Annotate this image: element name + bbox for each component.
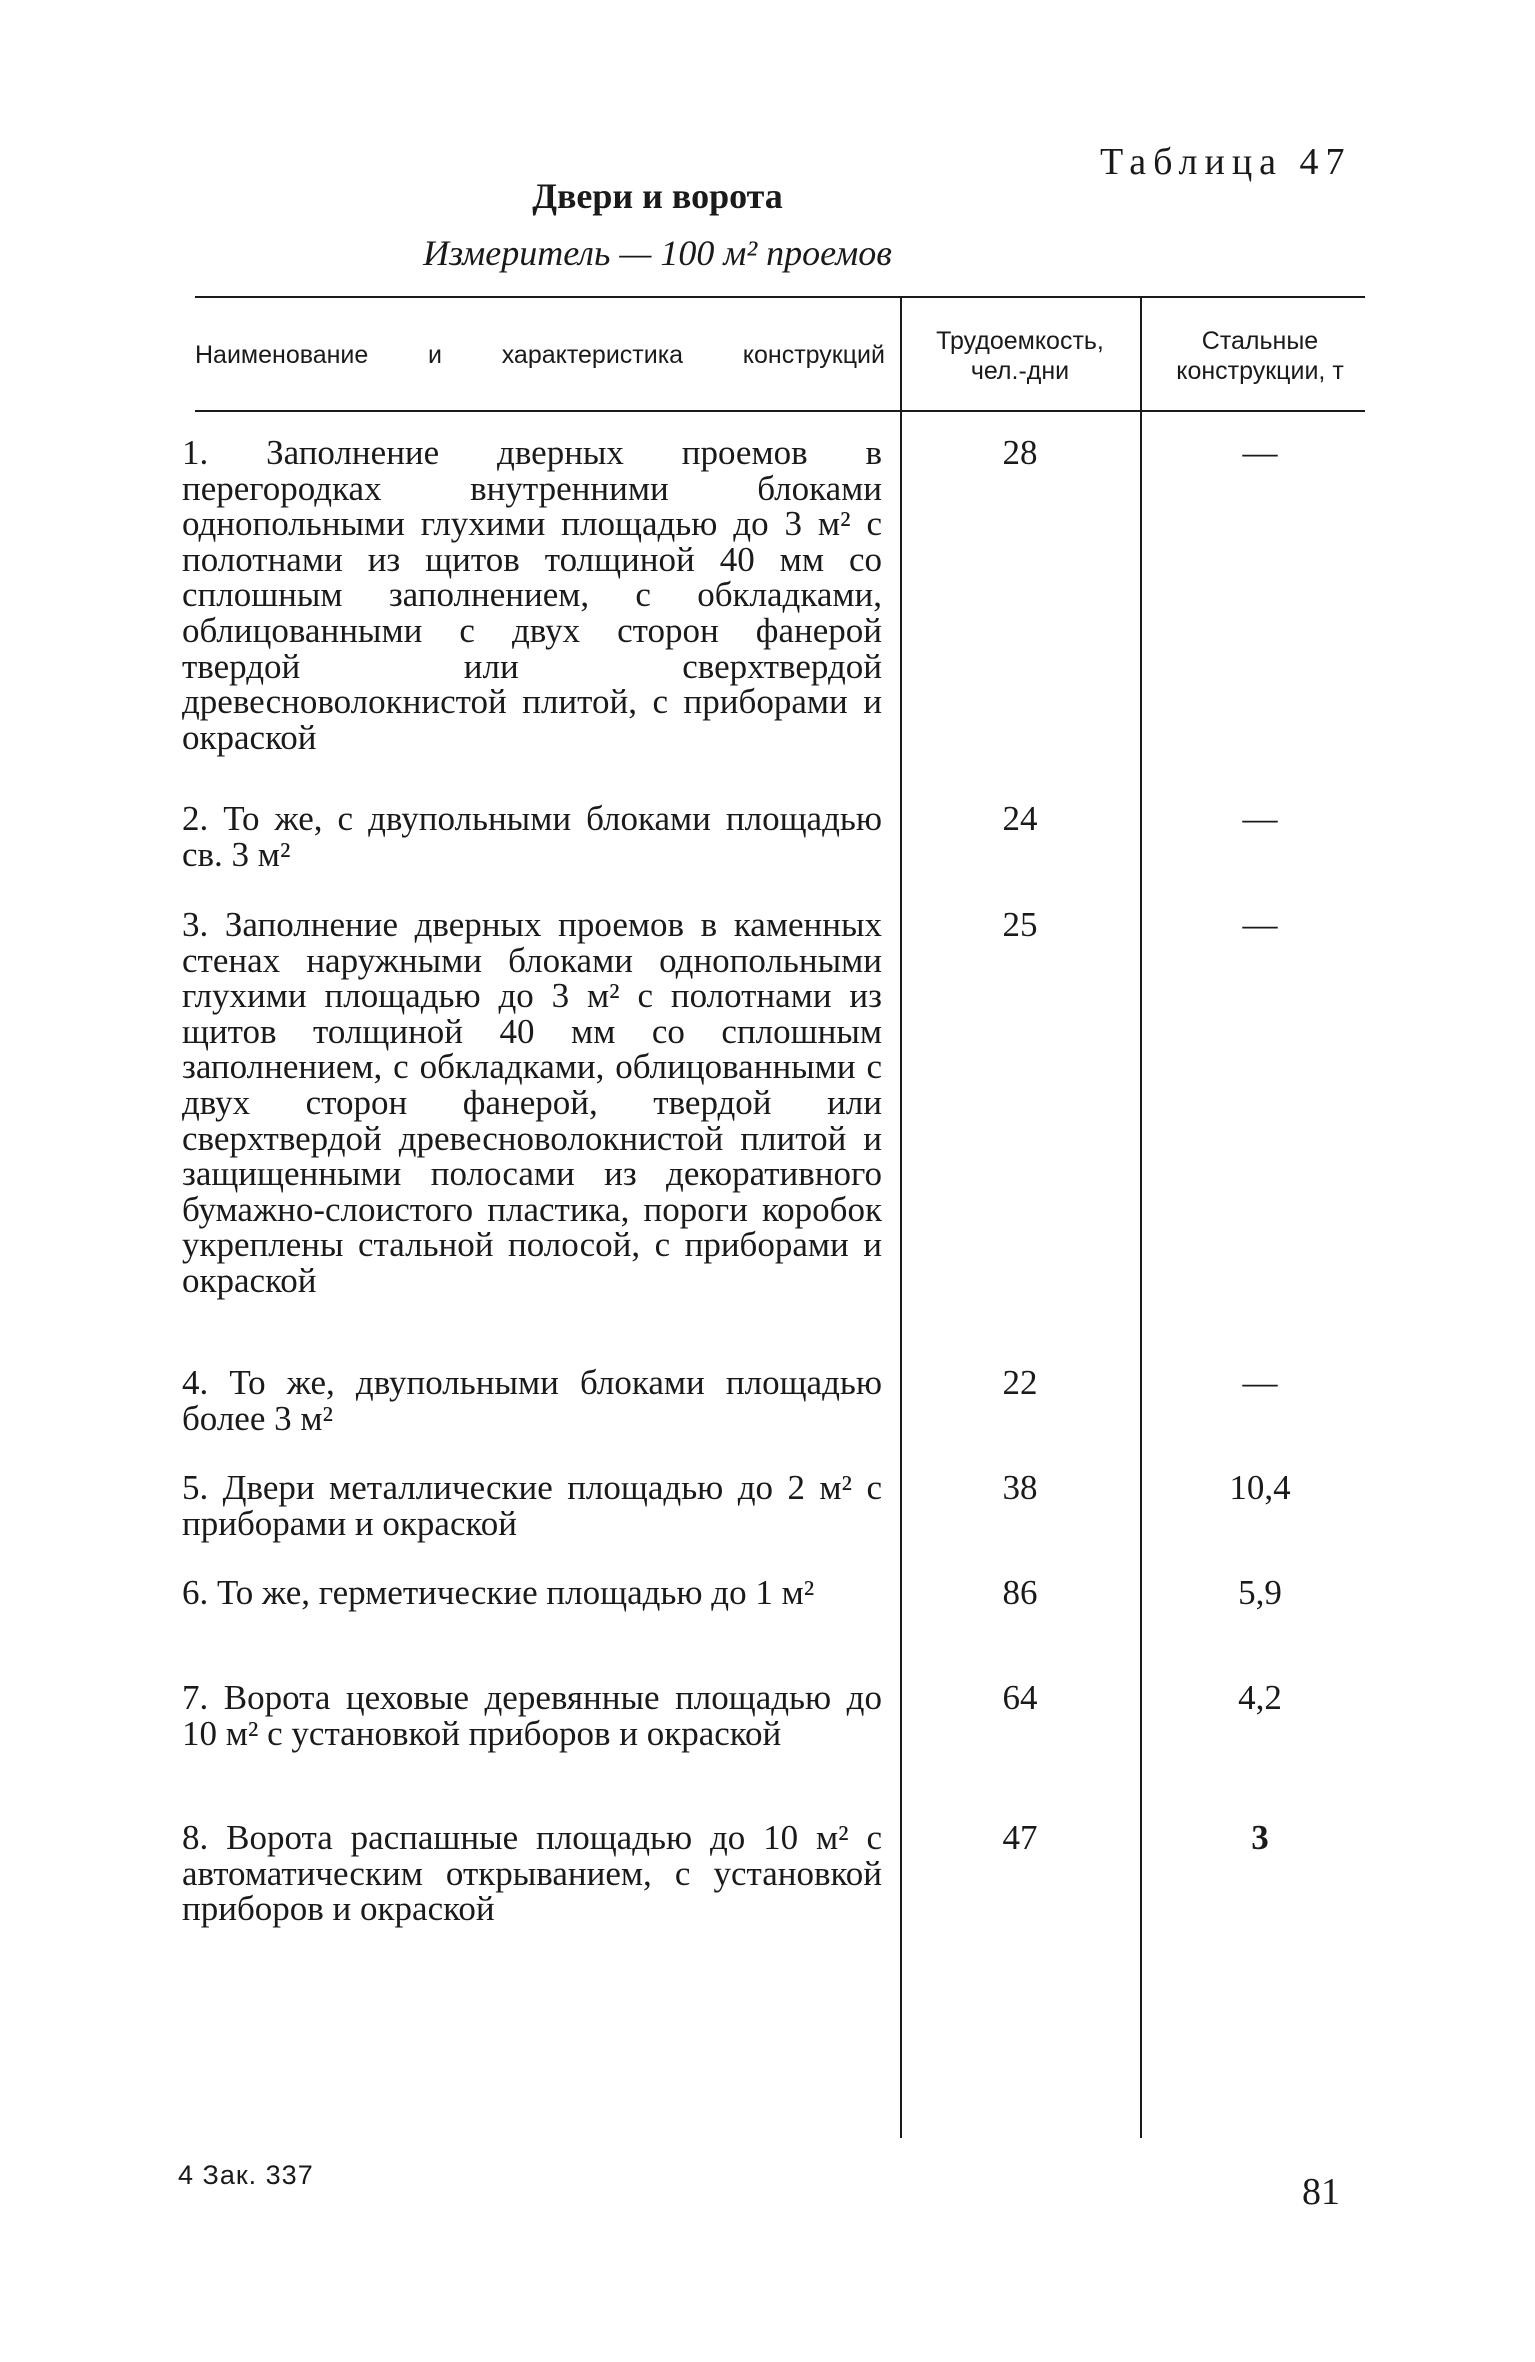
row-labor-value: 38	[1002, 1468, 1038, 1507]
row-labor-value: 86	[1002, 1573, 1038, 1612]
row-description: 3. Заполнение дверных проемов в каменных стенах наружными блоками однопольными глухими площадью до 3 м² с полотнами из щитов толщиной 40 мм со сплошным заполнением, с обкладками, облицованными с двух сторон фанерой, твердой или сверхтвердой древесноволокнистой плитой и защищенными полосами из декоративного бумажно-слоистого пластика, пороги коробок укреплены стальной полосой, с приборами и окраской	[182, 905, 882, 1300]
row-labor-value: 47	[1002, 1818, 1038, 1857]
column-divider-2	[1140, 298, 1142, 2138]
row-description: 8. Ворота распашные площадью до 10 м² с автоматическим открыванием, с установкой приборов и окраской	[182, 1818, 882, 1929]
unit-of-measure: Измеритель — 100 м² проемов	[423, 233, 892, 273]
row-steel-value: 10,4	[1229, 1468, 1291, 1507]
row-description: 5. Двери металлические площадью до 2 м² с приборами и окраской	[182, 1468, 882, 1543]
row-labor-value: 28	[1002, 433, 1038, 472]
row-description: 2. То же, с двупольными блоками площадью св. 3 м²	[182, 799, 882, 874]
column-header-name: Наименование и характеристика конструкций	[195, 341, 885, 369]
row-labor-value: 22	[1002, 1363, 1038, 1402]
page-number: 81	[1302, 2171, 1340, 2213]
row-steel-value: —	[1242, 1363, 1278, 1402]
row-description: 7. Ворота цеховые деревянные площадью до 10 м² с установкой приборов и окраской	[182, 1678, 882, 1753]
order-number: 4 Зак. 337	[178, 2160, 314, 2190]
table-number: Таблица 47	[1100, 141, 1352, 183]
row-steel-value: —	[1242, 433, 1278, 472]
header-top-rule	[195, 296, 1365, 298]
row-description: 1. Заполнение дверных проемов в перегородках внутренними блоками однопольными глухими площадью до 3 м² с полотнами из щитов толщиной 40 мм со сплошным заполнением, с обкладками, облицованными с двух сторон фанерой твердой или сверхтвердой древесноволокнистой плитой, с приборами и окраской	[182, 433, 882, 757]
row-description: 4. То же, двупольными блоками площадью более 3 м²	[182, 1363, 882, 1438]
column-divider-1	[900, 298, 902, 2138]
row-labor-value: 25	[1002, 905, 1038, 944]
column-header-steel: Стальные конструкции, т	[1176, 327, 1344, 385]
page-title: Двери и ворота	[532, 176, 783, 216]
row-labor-value: 24	[1002, 799, 1038, 838]
row-steel-value: —	[1242, 905, 1278, 944]
row-labor-value: 64	[1002, 1678, 1038, 1717]
row-steel-value: 3	[1251, 1818, 1269, 1857]
row-description: 6. То же, герметические площадью до 1 м²	[182, 1573, 815, 1612]
row-steel-value: 5,9	[1238, 1573, 1282, 1612]
header-bottom-rule	[195, 410, 1365, 412]
row-steel-value: —	[1242, 799, 1278, 838]
row-steel-value: 4,2	[1238, 1678, 1282, 1717]
column-header-labor: Трудоемкость, чел.-дни	[936, 327, 1104, 385]
